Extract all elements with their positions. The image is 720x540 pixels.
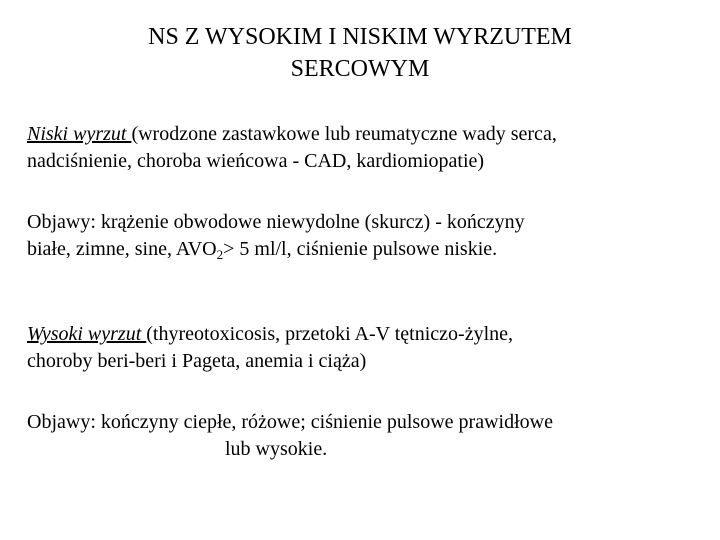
low-output-causes-line-1: (wrodzone zastawkowe lub reumatyczne wady serca, — [131, 123, 557, 145]
avo2-subscript: 2 — [216, 247, 224, 262]
low-output-symptoms-paragraph — [27, 209, 707, 263]
low-output-term: Niski wyrzut — [27, 123, 132, 145]
slide-title — [60, 21, 660, 85]
high-symptoms-line-2: lub wysokie. — [225, 438, 328, 460]
high-output-symptoms-paragraph — [27, 409, 707, 463]
low-output-causes-line-2: nadciśnienie, choroba wieńcowa - CAD, kardiomiopatie) — [27, 150, 485, 172]
low-symptoms-line-2-post: > 5 ml/l, ciśnienie pulsowe niskie. — [223, 238, 498, 260]
low-symptoms-line-1: Objawy: krążenie obwodowe niewydolne (skurcz) - kończyny — [27, 211, 525, 233]
high-output-causes-line-1: (thyreotoxicosis, przetoki A-V tętniczo-żylne, — [146, 323, 514, 345]
high-symptoms-line-1: Objawy: kończyny ciepłe, różowe; ciśnienie pulsowe prawidłowe — [27, 411, 553, 433]
high-output-paragraph — [27, 321, 707, 375]
title-line-1: NS Z WYSOKIM I NISKIM WYRZUTEM — [148, 24, 572, 50]
high-output-causes-line-2: choroby beri-beri i Pageta, anemia i ciąża) — [27, 350, 367, 372]
high-output-term: Wysoki wyrzut — [27, 323, 147, 345]
low-symptoms-line-2-pre: białe, zimne, sine, AVO — [27, 238, 217, 260]
low-output-paragraph — [27, 121, 707, 175]
title-line-2: SERCOWYM — [290, 56, 430, 82]
